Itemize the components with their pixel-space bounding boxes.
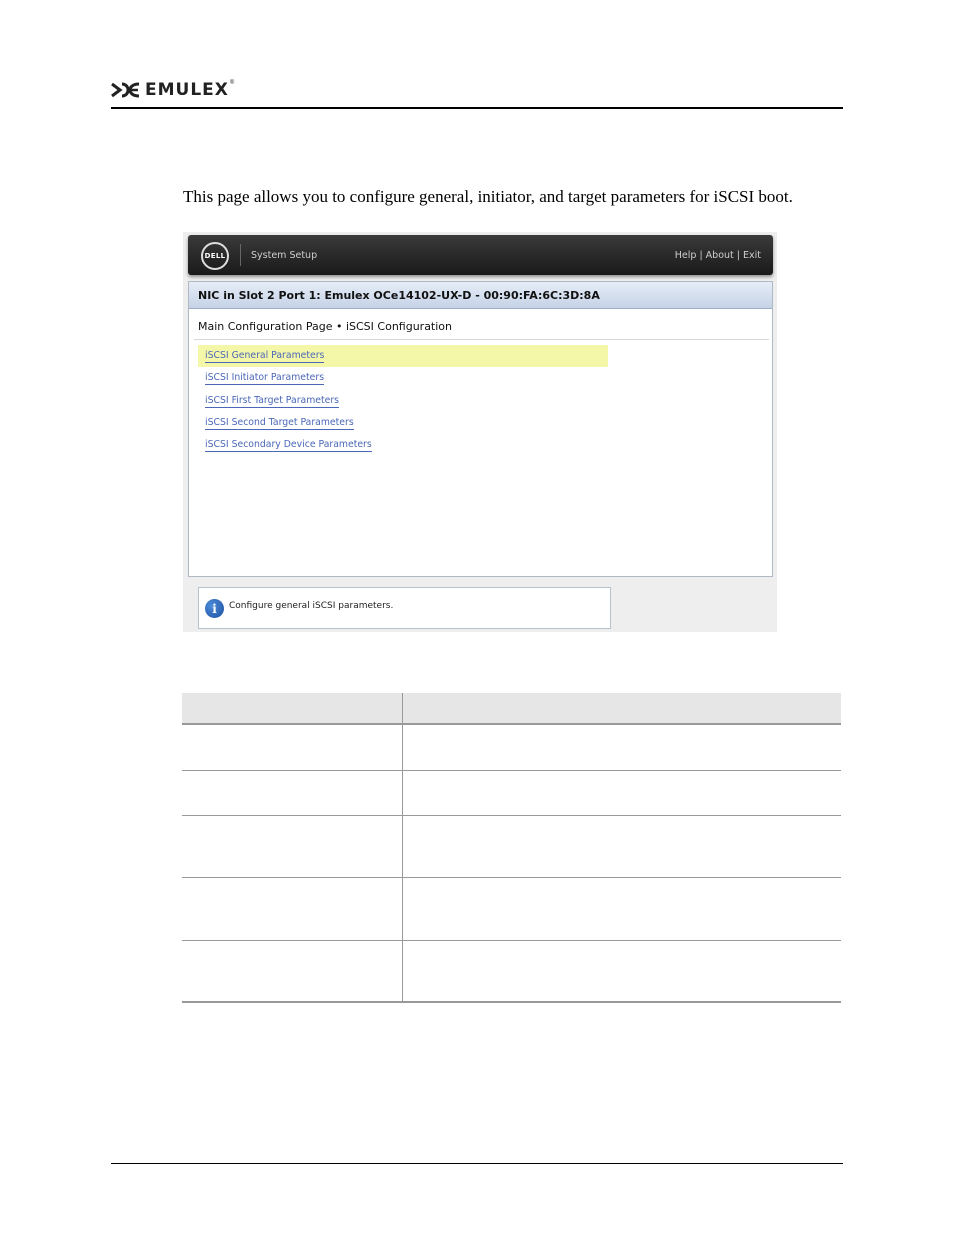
header-separator	[240, 244, 241, 266]
table-row	[182, 941, 841, 1003]
footer-rule	[111, 1163, 843, 1164]
setup-header-bar	[188, 235, 773, 275]
intro-paragraph: This page allows you to configure general, initiator, and target parameters for iSCSI boot.	[183, 187, 793, 206]
brand-trademark: ®	[229, 80, 235, 86]
menu-item-initiator-parameters[interactable]: iSCSI Initiator Parameters	[205, 372, 325, 383]
menu-item-first-target-parameters[interactable]: iSCSI First Target Parameters	[205, 395, 340, 406]
table-row	[182, 725, 841, 771]
table-row	[182, 878, 841, 941]
menu-item-secondary-device-parameters[interactable]: iSCSI Secondary Device Parameters	[205, 439, 372, 450]
breadcrumb-divider	[194, 339, 769, 340]
emulex-mark-icon	[111, 82, 141, 98]
brand-name: EMULEX	[145, 80, 229, 100]
breadcrumb: Main Configuration Page • iSCSI Configuration	[198, 320, 453, 333]
emulex-logo	[111, 80, 234, 100]
menu-item-second-target-parameters[interactable]: iSCSI Second Target Parameters	[205, 417, 354, 428]
table-header	[182, 693, 841, 725]
info-icon: i	[205, 599, 224, 618]
dell-logo: DELL	[201, 242, 229, 270]
table-row	[182, 771, 841, 816]
system-setup-screenshot	[183, 232, 777, 632]
help-text: Configure general iSCSI parameters.	[229, 601, 394, 611]
config-panel	[188, 281, 773, 577]
menu-item-general-parameters[interactable]: iSCSI General Parameters	[198, 345, 608, 367]
help-message-box	[198, 587, 611, 629]
parameters-table	[182, 693, 841, 1003]
table-row	[182, 816, 841, 878]
nic-title-bar: NIC in Slot 2 Port 1: Emulex OCe14102-UX-D - 00:90:FA:6C:3D:8A	[189, 282, 772, 309]
header-rule	[111, 107, 843, 109]
app-title: System Setup	[251, 250, 318, 261]
header-links[interactable]: Help | About | Exit	[674, 250, 761, 261]
